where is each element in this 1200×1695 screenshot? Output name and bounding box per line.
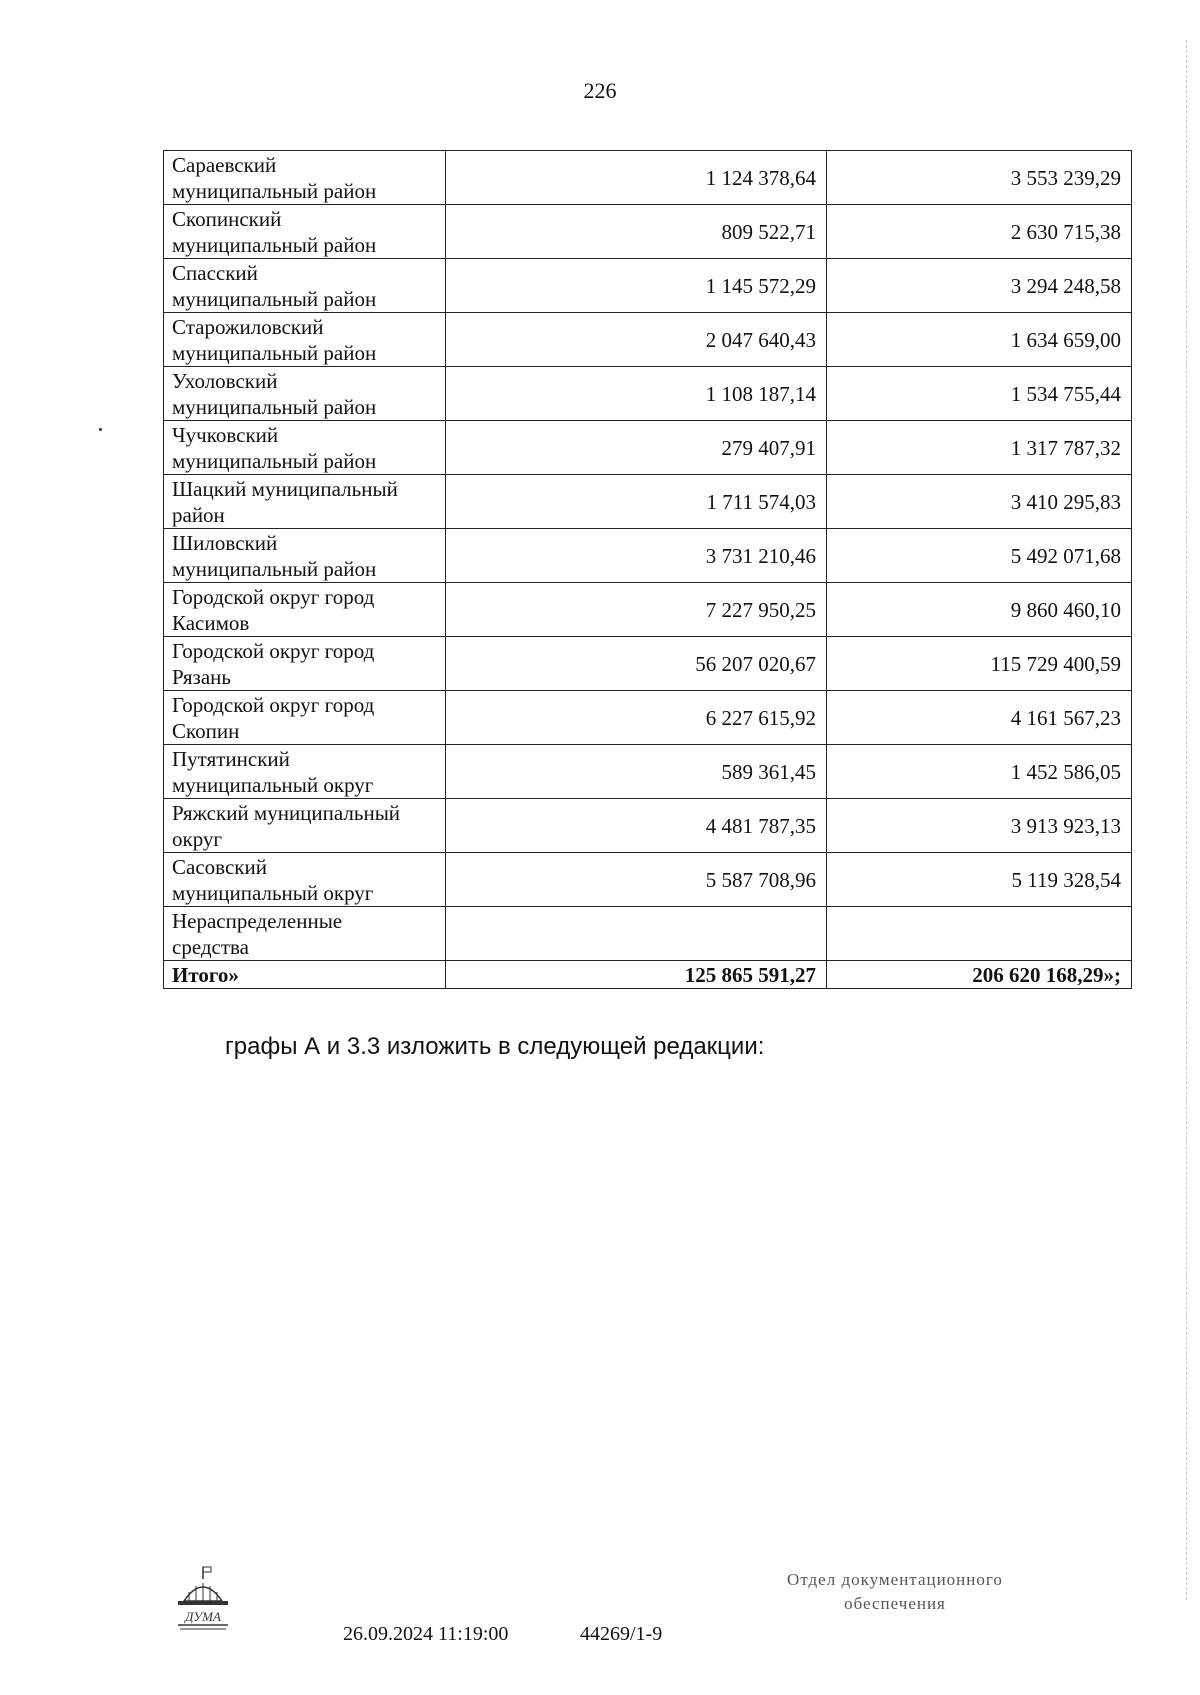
amount-column-2: 1 317 787,32 xyxy=(827,421,1132,475)
municipality-name-line2: муниципальный район xyxy=(172,286,377,311)
scan-edge-marks xyxy=(1186,40,1189,1600)
municipality-name-line1: Сараевский xyxy=(172,152,277,177)
municipality-name-line2: район xyxy=(172,502,225,527)
amount-column-1: 4 481 787,35 xyxy=(446,799,827,853)
municipality-name-line2: муниципальный район xyxy=(172,340,377,365)
municipality-name-line1: Нераспределенные xyxy=(172,908,343,933)
total-column-2: 206 620 168,29»; xyxy=(827,961,1132,989)
municipality-name xyxy=(164,259,446,313)
amount-column-2 xyxy=(827,907,1132,961)
municipality-name-line1: Городской округ город xyxy=(172,638,375,663)
amount-column-1: 56 207 020,67 xyxy=(446,637,827,691)
municipality-name-line2: муниципальный район xyxy=(172,448,377,473)
amount-column-1 xyxy=(446,907,827,961)
table-row xyxy=(164,205,1132,259)
amount-column-2: 4 161 567,23 xyxy=(827,691,1132,745)
amount-column-1: 809 522,71 xyxy=(446,205,827,259)
amount-column-2: 1 534 755,44 xyxy=(827,367,1132,421)
page-number: 226 xyxy=(583,78,617,103)
municipality-name xyxy=(164,529,446,583)
municipality-name-line2: муниципальный район xyxy=(172,178,377,203)
table-row xyxy=(164,637,1132,691)
municipality-name-line1: Скопинский xyxy=(172,206,282,231)
amount-column-2: 5 119 328,54 xyxy=(827,853,1132,907)
amount-column-1: 279 407,91 xyxy=(446,421,827,475)
municipality-name-line1: Шацкий муниципальный xyxy=(172,476,398,501)
stamp-line-2: обеспечения xyxy=(844,1594,946,1613)
amount-column-2: 1 452 586,05 xyxy=(827,745,1132,799)
municipality-name xyxy=(164,205,446,259)
municipality-name xyxy=(164,691,446,745)
table-row xyxy=(164,259,1132,313)
municipality-name-line2: муниципальный округ xyxy=(172,772,374,797)
amount-column-2: 9 860 460,10 xyxy=(827,583,1132,637)
amount-column-2: 3 913 923,13 xyxy=(827,799,1132,853)
municipality-name xyxy=(164,367,446,421)
amount-column-1: 1 711 574,03 xyxy=(446,475,827,529)
amount-column-2: 1 634 659,00 xyxy=(827,313,1132,367)
table-row xyxy=(164,475,1132,529)
total-label: Итого» xyxy=(164,961,446,989)
table-row xyxy=(164,799,1132,853)
amount-column-2: 5 492 071,68 xyxy=(827,529,1132,583)
amount-column-1: 589 361,45 xyxy=(446,745,827,799)
municipality-name-line1: Сасовский xyxy=(172,854,267,879)
department-stamp xyxy=(740,1568,1050,1616)
table-row xyxy=(164,313,1132,367)
municipality-name-line1: Городской округ город xyxy=(172,584,375,609)
scan-speck xyxy=(99,428,102,431)
municipality-name xyxy=(164,421,446,475)
municipality-name-line2: муниципальный район xyxy=(172,556,377,581)
table-row xyxy=(164,367,1132,421)
municipality-name-line1: Ухоловский xyxy=(172,368,278,393)
amount-column-2: 3 294 248,58 xyxy=(827,259,1132,313)
registration-date: 26.09.2024 11:19:00 xyxy=(343,1623,509,1645)
amount-column-1: 1 145 572,29 xyxy=(446,259,827,313)
municipality-name xyxy=(164,475,446,529)
municipality-name-line1: Чучковский xyxy=(172,422,279,447)
logo-text: ДУМА xyxy=(185,1609,221,1624)
municipality-name-line2: Скопин xyxy=(172,718,240,743)
amount-column-1: 5 587 708,96 xyxy=(446,853,827,907)
amount-column-1: 1 108 187,14 xyxy=(446,367,827,421)
table-row xyxy=(164,691,1132,745)
table-body xyxy=(164,151,1132,989)
amount-column-1: 3 731 210,46 xyxy=(446,529,827,583)
municipality-name xyxy=(164,637,446,691)
municipality-name-line2: муниципальный район xyxy=(172,394,377,419)
municipality-name xyxy=(164,583,446,637)
municipality-name-line2: округ xyxy=(172,826,223,851)
amendment-text: графы А и 3.3 изложить в следующей редакции: xyxy=(225,1033,765,1060)
municipality-name-line1: Спасский xyxy=(172,260,258,285)
amount-column-1: 1 124 378,64 xyxy=(446,151,827,205)
municipality-name xyxy=(164,151,446,205)
municipality-name-line1: Ряжский муниципальный xyxy=(172,800,401,825)
table-row xyxy=(164,853,1132,907)
municipality-name xyxy=(164,745,446,799)
municipality-name xyxy=(164,799,446,853)
amount-column-2: 2 630 715,38 xyxy=(827,205,1132,259)
table-row xyxy=(164,745,1132,799)
municipality-name-line2: средства xyxy=(172,934,250,959)
table-row xyxy=(164,529,1132,583)
registration-number: 44269/1-9 xyxy=(580,1623,663,1645)
municipality-name-line2: Рязань xyxy=(172,664,231,689)
table-row xyxy=(164,151,1132,205)
municipality-name-line1: Шиловский xyxy=(172,530,278,555)
municipality-name-line2: Касимов xyxy=(172,610,250,635)
municipality-name-line2: муниципальный район xyxy=(172,232,377,257)
municipality-name-line1: Старожиловский xyxy=(172,314,324,339)
amount-column-2: 115 729 400,59 xyxy=(827,637,1132,691)
municipality-name xyxy=(164,907,446,961)
amount-column-2: 3 410 295,83 xyxy=(827,475,1132,529)
budget-table xyxy=(163,150,1132,989)
municipality-name-line1: Городской округ город xyxy=(172,692,375,717)
amount-column-1: 6 227 615,92 xyxy=(446,691,827,745)
total-column-1: 125 865 591,27 xyxy=(446,961,827,989)
amount-column-1: 2 047 640,43 xyxy=(446,313,827,367)
stamp-line-1: Отдел документационного xyxy=(787,1570,1003,1589)
table-row xyxy=(164,421,1132,475)
municipality-name xyxy=(164,313,446,367)
municipality-name-line2: муниципальный округ xyxy=(172,880,374,905)
amount-column-2: 3 553 239,29 xyxy=(827,151,1132,205)
duma-logo-icon xyxy=(172,1565,234,1635)
table-row xyxy=(164,907,1132,961)
amount-column-1: 7 227 950,25 xyxy=(446,583,827,637)
municipality-name-line1: Путятинский xyxy=(172,746,290,771)
municipality-name xyxy=(164,853,446,907)
total-row xyxy=(164,961,1132,989)
table-row xyxy=(164,583,1132,637)
